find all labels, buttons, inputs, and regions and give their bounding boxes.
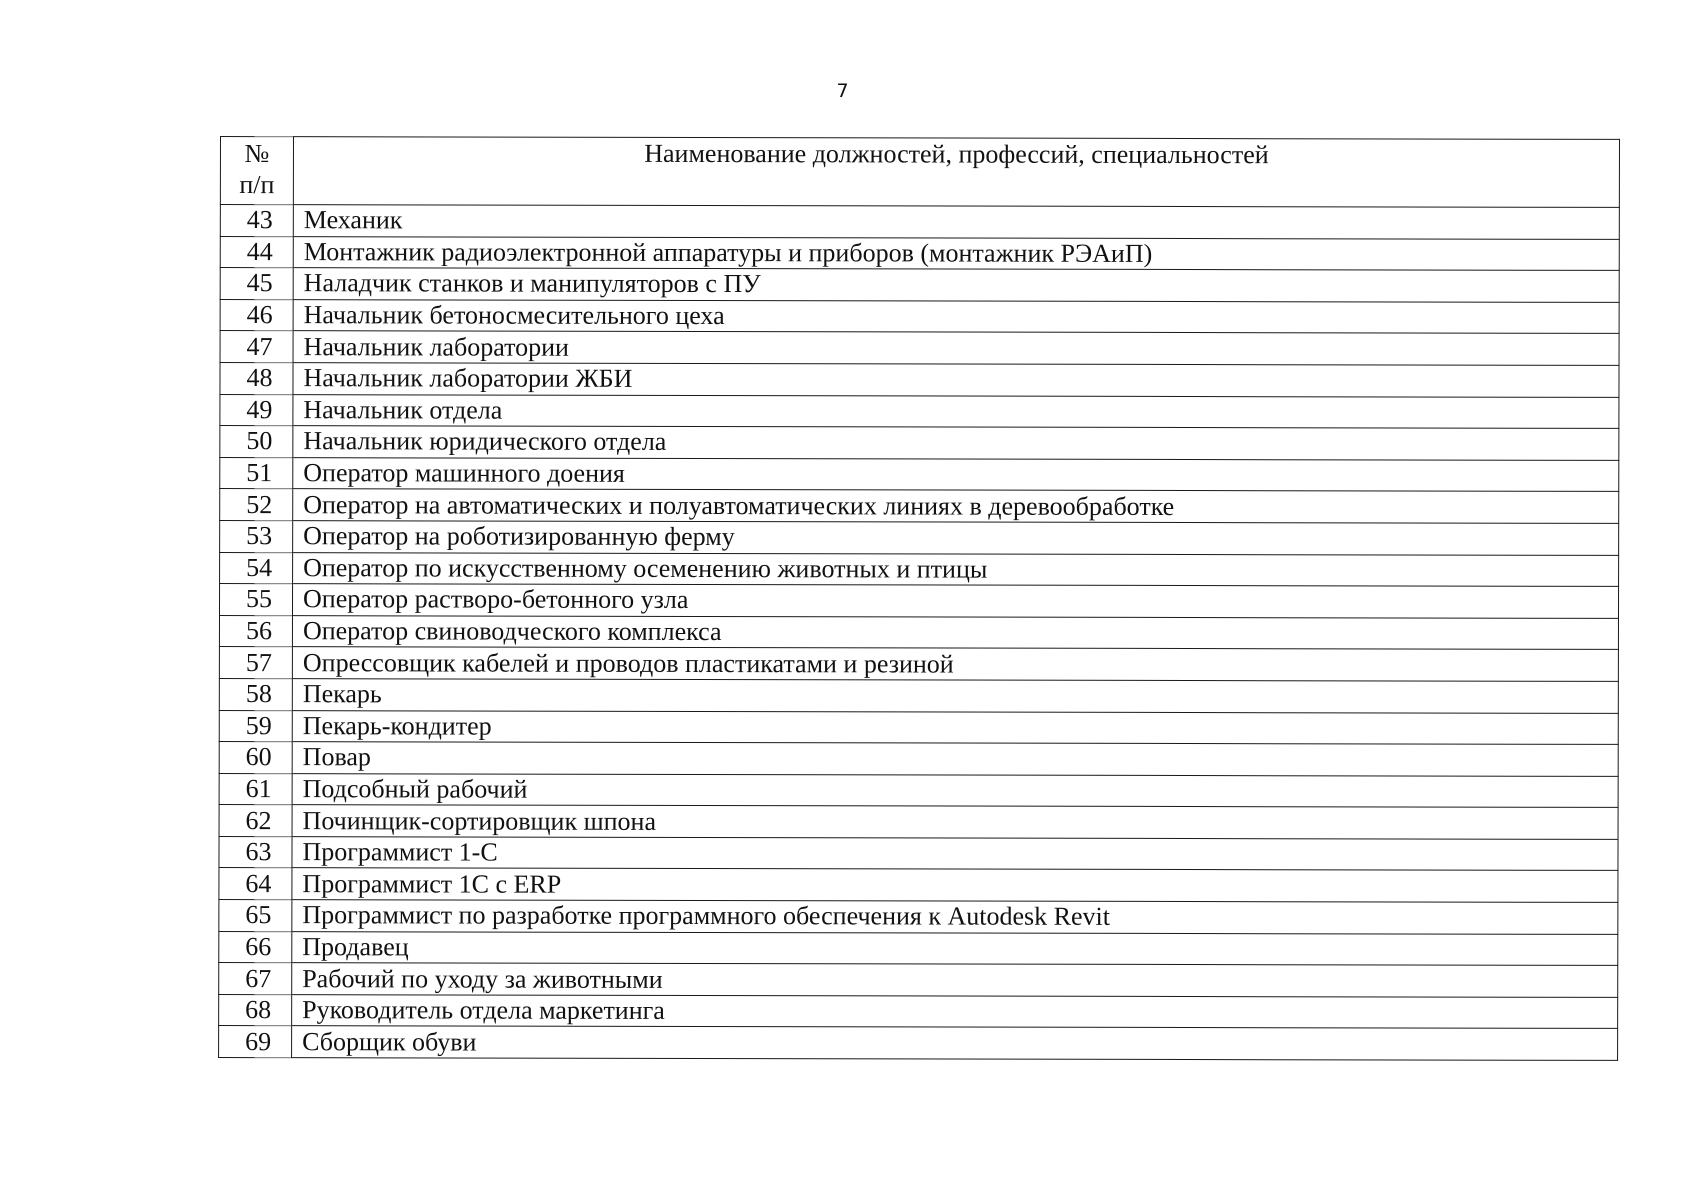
row-position-name: Оператор машинного доения (293, 457, 1619, 491)
row-position-name: Начальник бетоносмесительного цеха (293, 299, 1619, 333)
table-row (220, 331, 1619, 366)
table-row (220, 236, 1619, 271)
table-row (220, 520, 1619, 555)
column-header-number-abbr: п/п (239, 170, 275, 200)
row-position-name: Опрессовщик кабелей и проводов пластикатами и резиной (292, 647, 1618, 681)
row-position-name: Продавец (292, 931, 1618, 965)
page-number: 7 (836, 80, 849, 102)
table-row (219, 900, 1618, 935)
row-position-name: Начальник отдела (293, 394, 1619, 428)
row-position-name: Оператор растворо-бетонного узла (292, 584, 1618, 618)
row-position-name: Программист 1-С (292, 837, 1618, 871)
row-number: 67 (219, 963, 292, 995)
row-position-name: Оператор на роботизированную ферму (293, 521, 1619, 555)
table-row (220, 268, 1619, 303)
table-row (219, 773, 1618, 808)
table-row (219, 1026, 1618, 1061)
row-number: 62 (219, 805, 292, 837)
row-number: 47 (220, 331, 293, 363)
row-position-name: Монтажник радиоэлектронной аппаратуры и приборов (монтажник РЭАиП) (293, 236, 1619, 270)
table-row (219, 836, 1618, 871)
row-number: 69 (219, 1026, 292, 1058)
table-row (219, 615, 1618, 650)
row-number: 64 (219, 868, 292, 900)
table-body (219, 205, 1620, 1061)
column-header-name: Наименование должностей, профессий, специальностей (293, 137, 1619, 208)
column-header-number-symbol: № (244, 139, 270, 169)
row-number: 56 (219, 615, 292, 647)
row-number: 46 (220, 299, 293, 331)
row-position-name: Начальник лаборатории (293, 331, 1619, 365)
table-row (220, 457, 1619, 492)
row-number: 58 (219, 678, 292, 710)
row-number: 63 (219, 836, 292, 868)
row-number: 51 (220, 457, 293, 489)
row-number: 60 (219, 742, 292, 774)
table-row (220, 205, 1619, 240)
row-position-name: Починщик-сортировщик шпона (292, 805, 1618, 839)
row-number: 66 (219, 931, 292, 963)
row-position-name: Механик (293, 205, 1619, 239)
row-position-name: Начальник юридического отдела (293, 426, 1619, 460)
table-row (219, 805, 1618, 840)
table-row (220, 426, 1619, 461)
table-row (219, 963, 1618, 998)
row-number: 43 (220, 205, 293, 237)
table-header-row (220, 137, 1619, 208)
table-row (219, 931, 1618, 966)
row-position-name: Сборщик обуви (292, 1026, 1618, 1060)
row-position-name: Программист по разработке программного обеспечения к Autodesk Revit (292, 900, 1618, 934)
row-position-name: Программист 1С с ERP (292, 868, 1618, 902)
table-row (220, 299, 1619, 334)
row-number: 45 (220, 268, 293, 300)
row-position-name: Наладчик станков и манипуляторов с ПУ (293, 268, 1619, 302)
row-position-name: Оператор по искусственному осеменению животных и птицы (293, 552, 1619, 586)
positions-table (218, 136, 1620, 1061)
row-position-name: Оператор на автоматических и полуавтоматических линиях в деревообработке (293, 489, 1619, 523)
table-row (219, 584, 1618, 619)
row-number: 44 (220, 236, 293, 268)
table-row (219, 742, 1618, 777)
row-number: 49 (220, 394, 293, 426)
row-number: 54 (220, 552, 293, 584)
table-row (220, 394, 1619, 429)
table-row (219, 710, 1618, 745)
row-number: 65 (219, 900, 292, 932)
row-number: 68 (219, 994, 292, 1026)
row-position-name: Повар (292, 742, 1618, 776)
row-position-name: Подсобный рабочий (292, 773, 1618, 807)
row-number: 53 (220, 520, 293, 552)
table-row (219, 647, 1618, 682)
row-number: 55 (219, 584, 292, 616)
row-position-name: Пекарь (292, 679, 1618, 713)
table-row (220, 489, 1619, 524)
row-number: 50 (220, 426, 293, 458)
row-position-name: Начальник лаборатории ЖБИ (293, 363, 1619, 397)
table-row (219, 868, 1618, 903)
row-number: 59 (219, 710, 292, 742)
row-number: 52 (220, 489, 293, 521)
table-row (219, 994, 1618, 1029)
table-row (219, 678, 1618, 713)
table-row (220, 552, 1619, 587)
table-row (220, 362, 1619, 397)
row-number: 57 (219, 647, 292, 679)
row-position-name: Пекарь-кондитер (292, 710, 1618, 744)
row-position-name: Руководитель отдела маркетинга (292, 994, 1618, 1028)
row-number: 48 (220, 362, 293, 394)
column-header-number (220, 137, 293, 205)
row-number: 61 (219, 773, 292, 805)
row-position-name: Рабочий по уходу за животными (292, 963, 1618, 997)
row-position-name: Оператор свиноводческого комплекса (292, 615, 1618, 649)
